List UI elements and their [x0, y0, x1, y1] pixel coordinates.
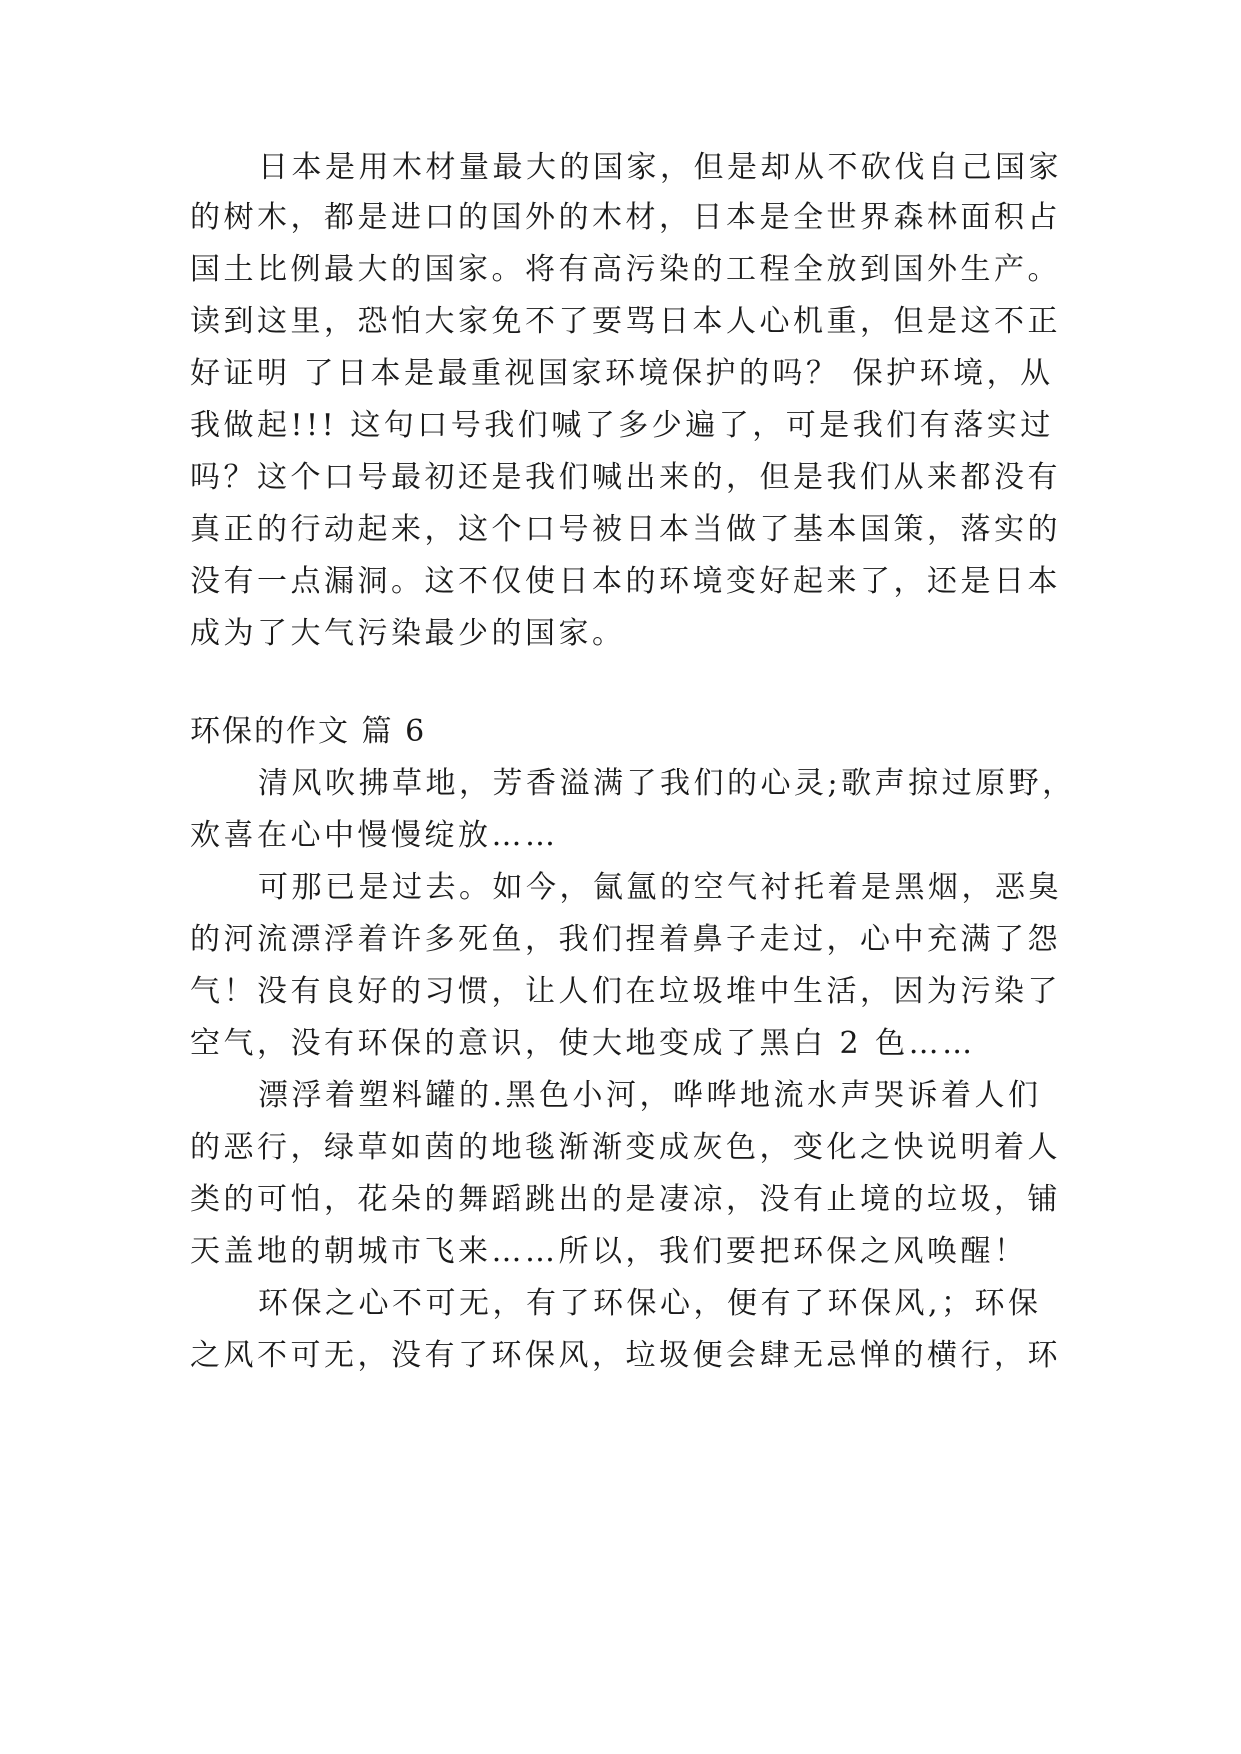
- text-line: 的恶行，绿草如茵的地毯渐渐变成灰色，变化之快说明着人: [190, 1130, 1061, 1165]
- text-line: 类的可怕，花朵的舞蹈跳出的是凄凉，没有止境的垃圾，铺: [190, 1182, 1061, 1217]
- text-line: 吗？这个口号最初还是我们喊出来的，但是我们从来都没有: [190, 460, 1061, 495]
- text-line: 空气，没有环保的意识，使大地变成了黑白 2 色……: [190, 1026, 976, 1061]
- text-line: 可那已是过去。如今，氤氲的空气衬托着是黑烟，恶臭: [258, 870, 1062, 905]
- text-line: 欢喜在心中慢慢绽放……: [190, 818, 559, 853]
- section-title: 环保的作文 篇 6: [190, 714, 427, 749]
- text-line: 气！没有良好的习惯，让人们在垃圾堆中生活，因为污染了: [190, 974, 1061, 1009]
- text-line: 我做起!!! 这句口号我们喊了多少遍了，可是我们有落实过: [190, 408, 1054, 443]
- text-line: 环保之心不可无，有了环保心，便有了环保风,；环保: [258, 1286, 1042, 1321]
- text-line: 读到这里，恐怕大家免不了要骂日本人心机重，但是这不正: [190, 304, 1061, 339]
- text-line: 没有一点漏洞。这不仅使日本的环境变好起来了，还是日本: [190, 564, 1061, 599]
- text-line: 之风不可无，没有了环保风，垃圾便会肆无忌惮的横行，环: [190, 1338, 1061, 1373]
- text-line: 的河流漂浮着许多死鱼，我们捏着鼻子走过，心中充满了怨: [190, 922, 1061, 957]
- text-line: 的树木，都是进口的国外的木材，日本是全世界森林面积占: [190, 200, 1061, 235]
- text-line: 成为了大气污染最少的国家。: [190, 616, 626, 651]
- text-line: 真正的行动起来，这个口号被日本当做了基本国策，落实的: [190, 512, 1061, 547]
- text-line: 漂浮着塑料罐的.黑色小河，哗哗地流水声哭诉着人们: [258, 1078, 1042, 1113]
- text-line: 日本是用木材量最大的国家，但是却从不砍伐自己国家: [258, 150, 1062, 185]
- text-line: 好证明 了日本是最重视国家环境保护的吗？ 保护环境，从: [190, 356, 1054, 391]
- text-line: 国土比例最大的国家。将有高污染的工程全放到国外生产。: [190, 252, 1061, 287]
- text-line: 清风吹拂草地，芳香溢满了我们的心灵;歌声掠过原野，: [258, 766, 1076, 801]
- text-line: 天盖地的朝城市飞来……所以，我们要把环保之风唤醒！: [190, 1234, 1028, 1269]
